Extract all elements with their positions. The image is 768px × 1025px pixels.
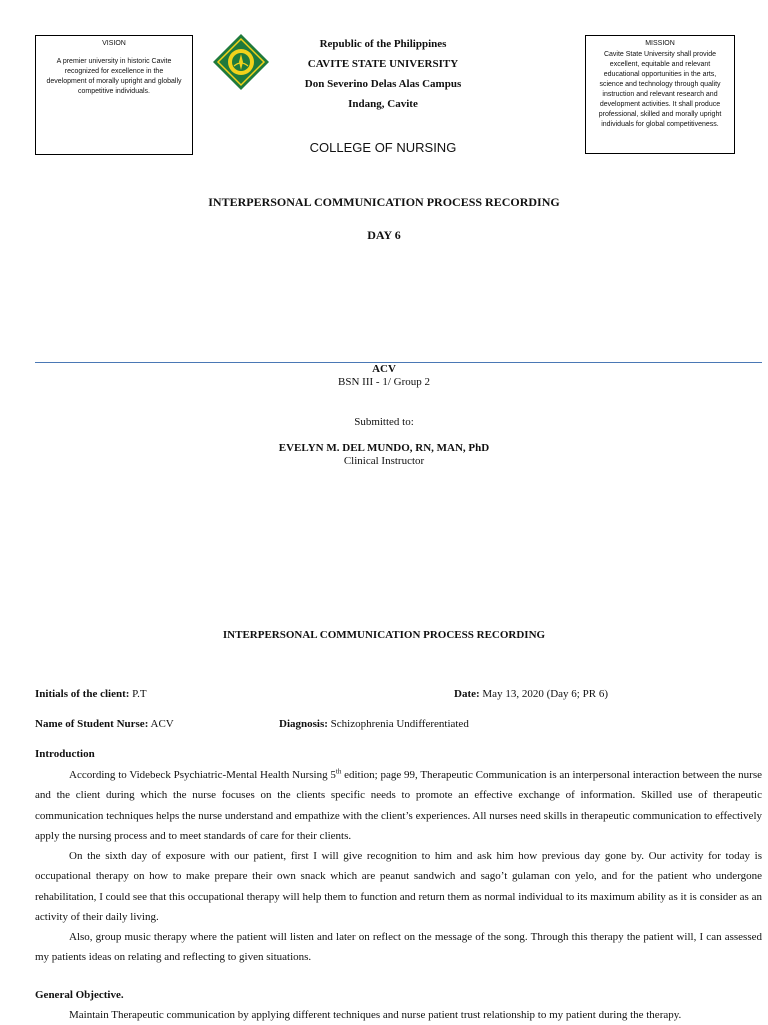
student-nurse-value: ACV: [150, 718, 174, 730]
diagnosis-value: Schizophrenia Undifferentiated: [330, 718, 469, 730]
introduction-heading: Introduction: [35, 748, 95, 760]
intro-p1-superscript: th: [335, 767, 342, 776]
mission-box: [585, 35, 735, 154]
mission-text: Cavite State University shall provide excellent, equitable and relevant educational opportunities in the arts, science and technology through quality instruction and relevant research and development activities. It shall produce professional, skilled and morally upright individuals for global competitiveness.: [598, 50, 722, 128]
intro-p1-part-b: edition; page 99, Therapeutic Communication is an interpersonal interaction between the nurse and the client during which the nurse focuses on the clients specific needs to promote an effective exchange of information. Skilled use of therapeutic communication techniques helps the nurse understand and empathize with the client’s experiences. All nurses need skills in therapeutic communication to effectively apply the nursing process and to meet standards of care for their clients.: [35, 769, 763, 842]
details-title: INTERPERSONAL COMMUNICATION PROCESS RECORDING: [222, 629, 546, 641]
date-field: [454, 688, 608, 700]
header-campus: Don Severino Delas Alas Campus: [304, 78, 462, 90]
diagnosis-field: [279, 718, 469, 730]
mission-heading: MISSION: [645, 40, 675, 47]
client-initials-value: P.T: [132, 688, 147, 700]
student-section: BSN III - 1/ Group 2: [338, 376, 430, 388]
header-university: CAVITE STATE UNIVERSITY: [307, 58, 459, 70]
cover-day: DAY 6: [367, 228, 401, 242]
date-value: May 13, 2020 (Day 6; PR 6): [482, 688, 608, 700]
client-initials-field: [35, 688, 147, 700]
client-initials-label: Initials of the client:: [35, 688, 130, 700]
date-label: Date:: [454, 688, 480, 700]
student-nurse-label: Name of Student Nurse:: [35, 718, 149, 730]
cover-title: INTERPERSONAL COMMUNICATION PROCESS RECORDING: [208, 195, 560, 209]
instructor-name: EVELYN M. DEL MUNDO, RN, MAN, PhD: [278, 442, 490, 454]
student-nurse-field: [35, 718, 174, 730]
objective-heading: General Objective.: [35, 989, 124, 1001]
objective-paragraph: Maintain Therapeutic communication by applying different techniques and nurse patient trust relationship to my patient during the therapy.: [69, 1009, 682, 1021]
diagnosis-label: Diagnosis:: [279, 718, 328, 730]
submitted-to-label: Submitted to:: [354, 416, 414, 428]
header-republic: Republic of the Philippines: [319, 38, 447, 50]
vision-heading: VISION: [102, 40, 126, 47]
header-location: Indang, Cavite: [348, 98, 418, 110]
instructor-role: Clinical Instructor: [343, 455, 425, 467]
university-header: [270, 34, 496, 114]
vision-box: [35, 35, 193, 155]
introduction-paragraph-1: [35, 765, 762, 846]
student-name: ACV: [372, 363, 396, 375]
introduction-paragraph-3: Also, group music therapy where the patient will listen and later on reflect on the message of the song. Through this therapy the patient will, I can assessed my patients ideas on relating and reflecting to given situations.: [35, 931, 762, 964]
university-seal-icon: [212, 33, 270, 91]
vision-text: A premier university in historic Cavite recognized for excellence in the development of morally upright and globally competitive individuals.: [46, 57, 182, 95]
intro-p1-part-a: According to Videbeck Psychiatric-Mental Health Nursing 5: [69, 769, 336, 781]
introduction-paragraph-2: On the sixth day of exposure with our patient, first I will give recognition to him and ask him how previous day gone by. Our activity for today is occupational therapy on how to make prepare their own snack which are peanut sandwich and sago’t gulaman con yelo, and for the patient who undergone rehabilitation, I could see that this occupational therapy will help them to function and return them as normal individual to its maximum ability as it is consider as an activity of their daily living.: [35, 850, 762, 923]
college-name: COLLEGE OF NURSING: [309, 140, 457, 155]
